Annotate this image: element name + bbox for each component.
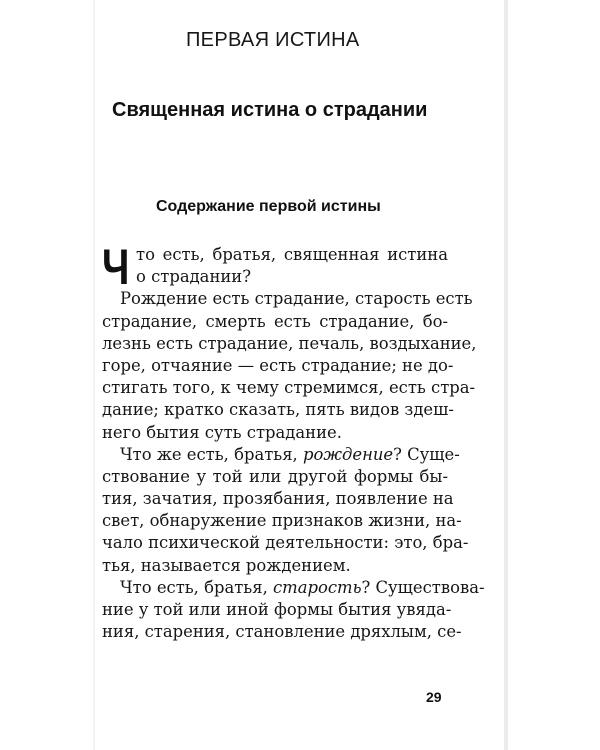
text-line: ния, старения, становление дряхлым, се-	[102, 622, 462, 642]
text-line: лезнь есть страдание, печаль, воздыхание,	[102, 333, 477, 353]
running-head: ПЕРВАЯ ИСТИНА	[186, 29, 360, 51]
text-fragment: Что же есть, братья,	[120, 444, 303, 464]
text-line: тия, зачатия, прозябания, появление на	[102, 489, 454, 509]
text-line: о страдании?	[136, 267, 252, 287]
text-line	[102, 577, 485, 599]
page-edge-right	[504, 0, 508, 750]
text-line: чало психической деятельности: это, бра-	[102, 533, 469, 553]
italic-term: рождение	[302, 444, 394, 464]
text-line: страдание, смерть есть страдание, бо-	[102, 311, 448, 331]
text-fragment: ? Существова-	[361, 577, 485, 597]
text-line: Рождение есть страдание, старость есть	[120, 289, 473, 309]
text-line: стигать того, к чему стремимся, есть стра-	[102, 378, 476, 398]
section-title: Содержание первой истины	[156, 198, 381, 215]
text-line	[102, 444, 460, 466]
text-line: горе, отчаяние — есть страдание; не до-	[102, 355, 454, 375]
text-fragment: ? Суще-	[393, 444, 460, 464]
text-line: него бытия суть страдание.	[102, 422, 342, 442]
text-line: ние у той или иной формы бытия увяда-	[102, 600, 452, 619]
page-number: 29	[426, 689, 442, 705]
page-edge-left	[93, 0, 95, 750]
drop-cap: Ч	[102, 239, 130, 295]
text-line: тья, называется рождением.	[102, 555, 351, 575]
text-fragment: Что есть, братья,	[120, 577, 273, 597]
chapter-title: Священная истина о страдании	[112, 99, 428, 121]
text-line: ствование у той или другой формы бы-	[102, 466, 448, 486]
body-text	[102, 239, 485, 643]
text-line: свет, обнаружение признаков жизни, на-	[102, 511, 462, 531]
text-line: дание; кратко сказать, пять видов здеш-	[102, 400, 454, 420]
text-line: то есть, братья, священная истина	[136, 245, 448, 264]
italic-term: старость	[273, 577, 362, 597]
